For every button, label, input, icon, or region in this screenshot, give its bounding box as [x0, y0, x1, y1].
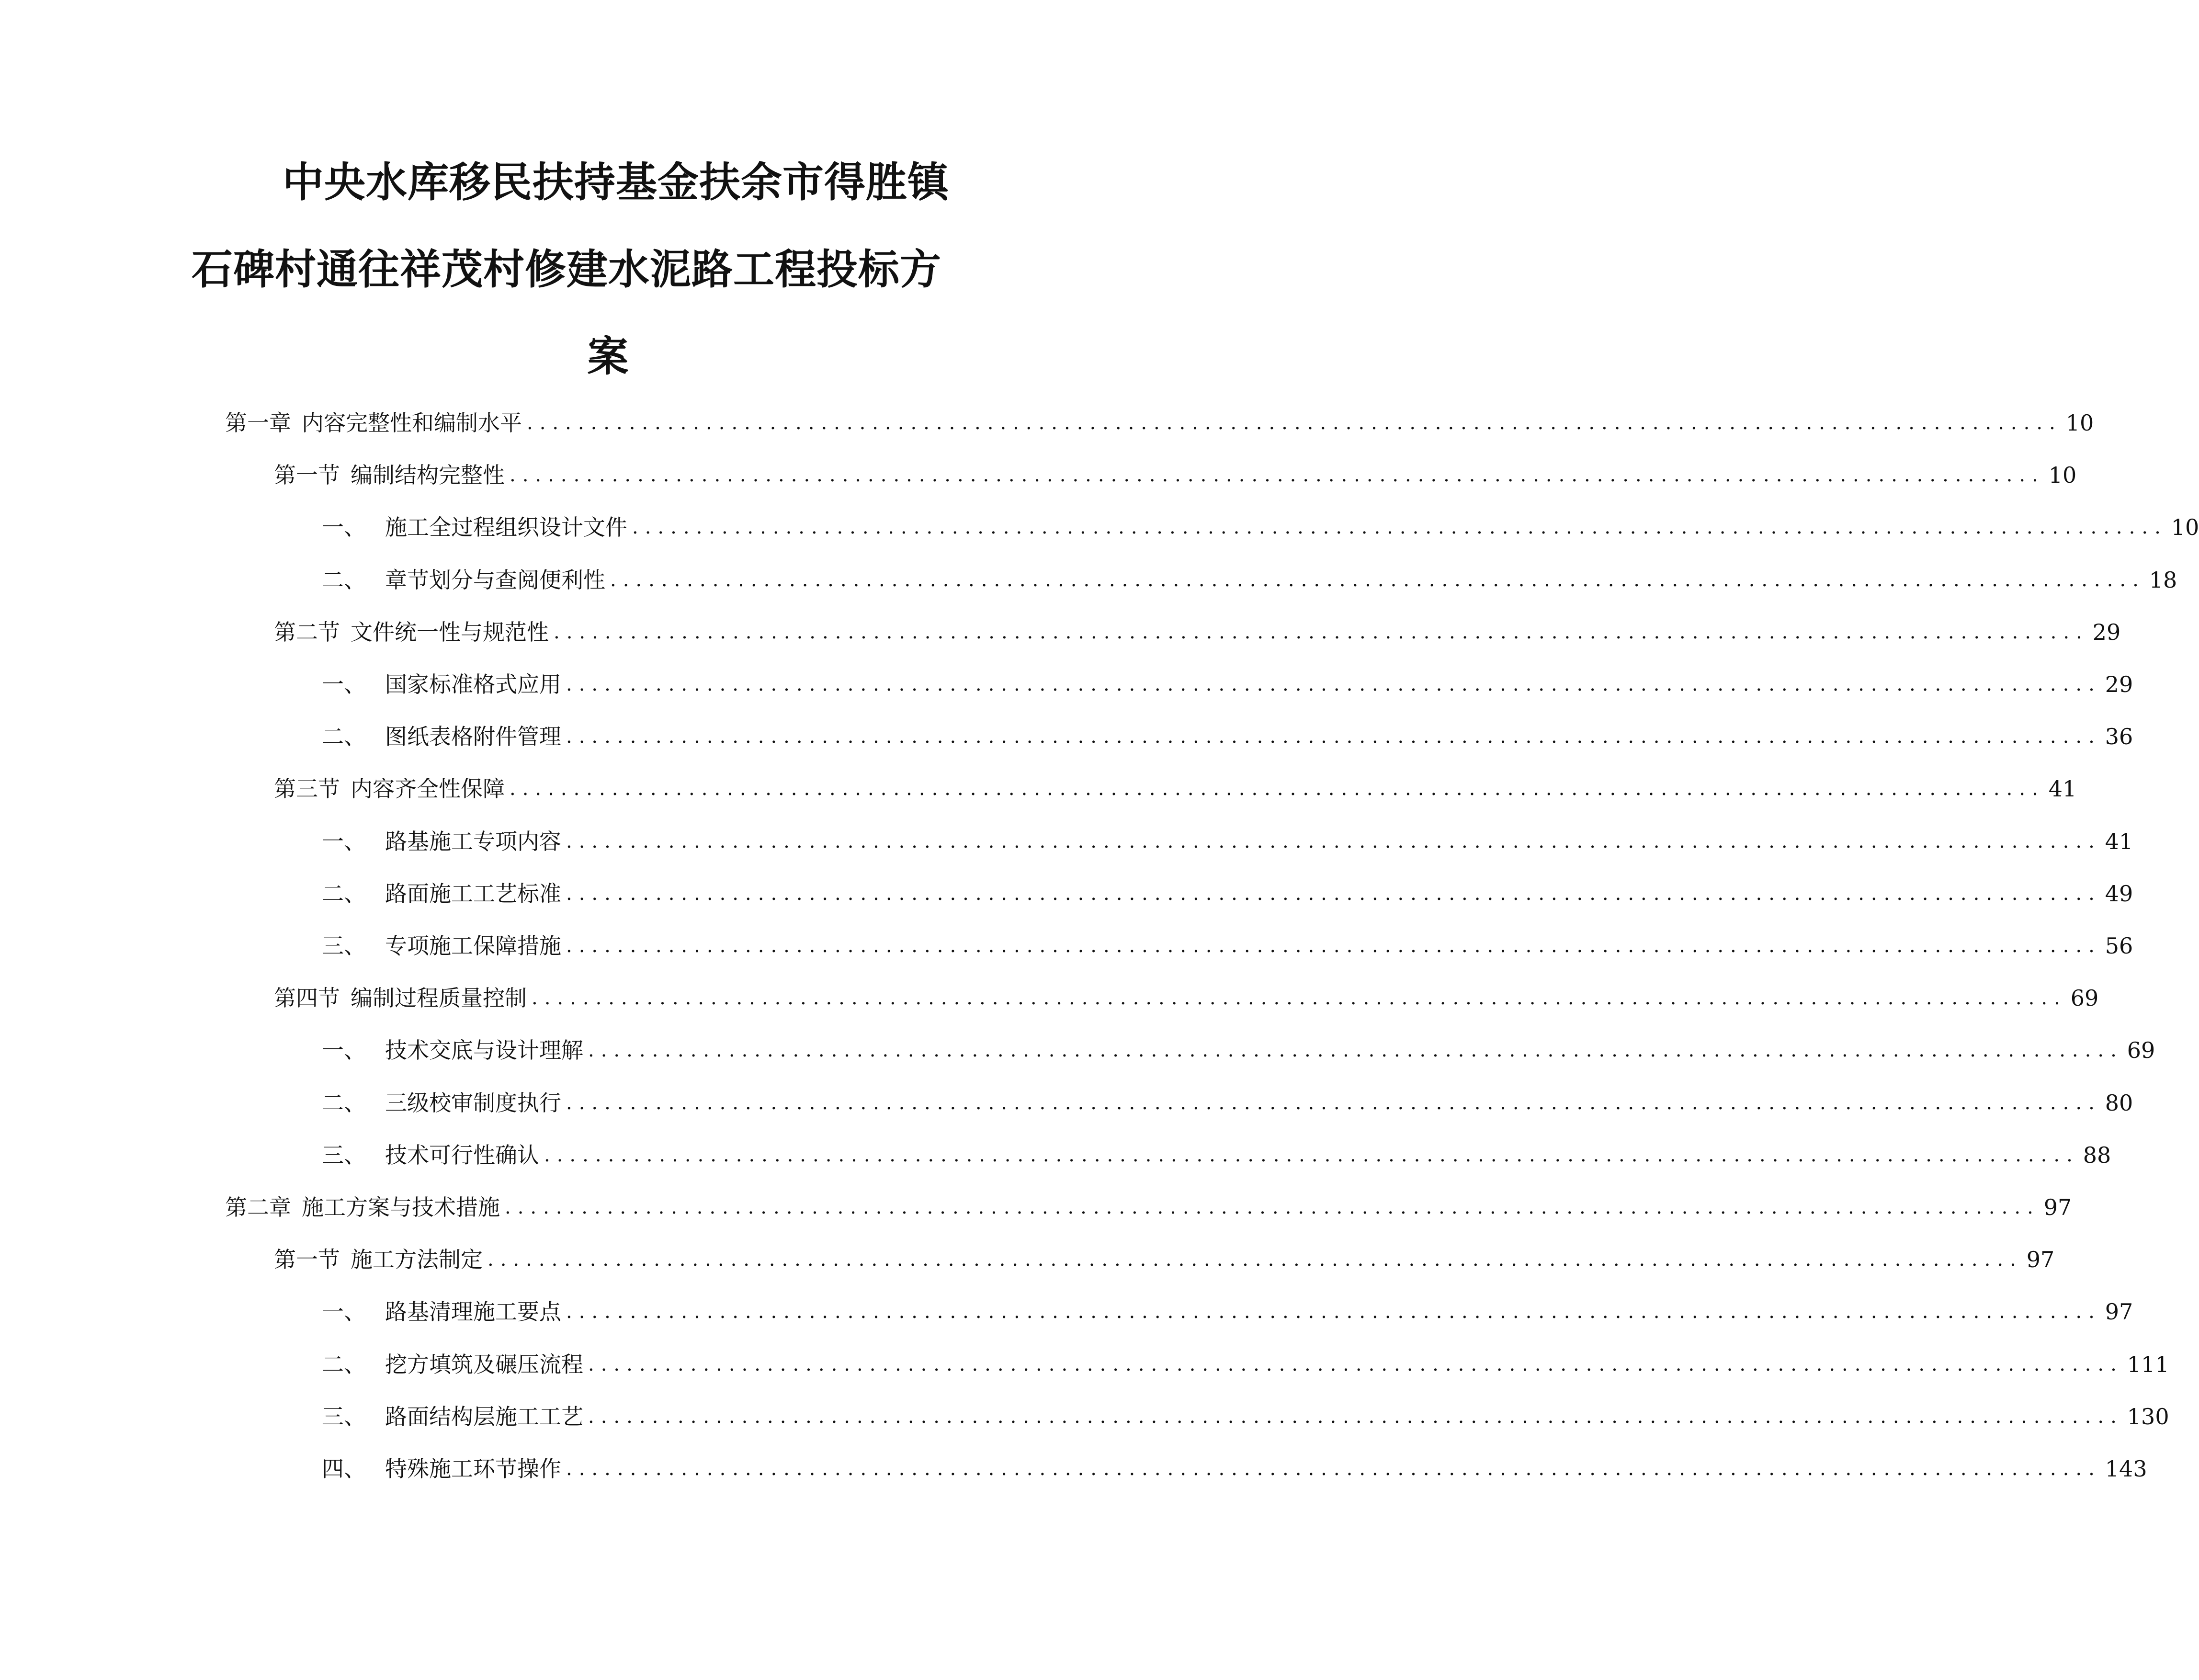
toc-entry-number: 第一节: [274, 462, 340, 488]
toc-entry[interactable]: [225, 1191, 2072, 1224]
toc-page-number: 10: [2048, 462, 2077, 488]
toc-entry-number: 一、: [322, 1299, 366, 1325]
toc-entry-number: 二、: [322, 724, 366, 749]
toc-leader-dots: ........................................................................................................................: [566, 1301, 2101, 1323]
toc-entry-label: 施工全过程组织设计文件: [385, 514, 627, 540]
toc-entry[interactable]: [322, 1452, 2147, 1486]
toc-entry[interactable]: [322, 720, 2133, 753]
toc-entry-label: 路面施工工艺标准: [385, 881, 561, 907]
toc-entry-number: 三、: [322, 1142, 366, 1168]
toc-entry-label: 特殊施工环节操作: [385, 1456, 561, 1482]
toc-entry[interactable]: [274, 772, 2077, 806]
toc-entry[interactable]: [322, 1033, 2155, 1067]
toc-page-number: 97: [2043, 1194, 2072, 1220]
toc-page-number: 130: [2127, 1404, 2169, 1430]
toc-entry-number: 二、: [322, 881, 366, 907]
toc-entry-number: 一、: [322, 671, 366, 697]
toc-entry[interactable]: [322, 668, 2133, 701]
toc-entry[interactable]: [322, 825, 2133, 858]
toc-entry[interactable]: [322, 1295, 2133, 1328]
toc-leader-dots: ........................................................................................................................: [544, 1144, 2079, 1166]
toc-entry-label: 路面结构层施工工艺: [385, 1404, 583, 1430]
toc-entry-label: 编制过程质量控制: [351, 985, 527, 1011]
toc-entry-label: 内容齐全性保障: [351, 776, 505, 802]
toc-entry-label: 国家标准格式应用: [385, 671, 561, 697]
toc-page-number: 56: [2105, 933, 2133, 959]
toc-entry[interactable]: [274, 458, 2077, 492]
toc-page-number: 18: [2149, 567, 2177, 593]
toc-leader-dots: ........................................................................................................................: [632, 516, 2167, 538]
toc-leader-dots: ........................................................................................................................: [510, 464, 2045, 486]
toc-page-number: 88: [2083, 1142, 2111, 1168]
toc-entry[interactable]: [322, 929, 2133, 963]
toc-entry-label: 文件统一性与规范性: [351, 619, 549, 645]
toc-page-number: 111: [2127, 1351, 2169, 1377]
toc-entry-number: 第二章: [225, 1194, 291, 1220]
toc-entry-number: 第二节: [274, 619, 340, 645]
toc-entry-number: 第四节: [274, 985, 340, 1011]
toc-entry-number: 第三节: [274, 776, 340, 802]
toc-page-number: 143: [2105, 1456, 2147, 1482]
toc-entry-label: 专项施工保障措施: [385, 933, 561, 959]
toc-page-number: 29: [2092, 619, 2121, 645]
toc-leader-dots: ........................................................................................................................: [566, 830, 2101, 852]
toc-entry-number: 一、: [322, 1037, 366, 1063]
toc-entry-number: 二、: [322, 567, 366, 593]
toc-page-number: 97: [2105, 1299, 2133, 1325]
toc-entry[interactable]: [322, 1086, 2133, 1120]
toc-leader-dots: ........................................................................................................................: [566, 673, 2101, 695]
toc-entry-number: 第一章: [225, 410, 291, 436]
toc-entry-label: 三级校审制度执行: [385, 1090, 561, 1116]
document-title: [192, 139, 996, 400]
toc-leader-dots: ........................................................................................................................: [588, 1039, 2123, 1061]
toc-entry[interactable]: [322, 877, 2133, 910]
toc-entry[interactable]: [322, 511, 2199, 544]
toc-entry-label: 技术可行性确认: [385, 1142, 539, 1168]
toc-entry-number: 第一节: [274, 1247, 340, 1272]
toc-entry-label: 技术交底与设计理解: [385, 1037, 583, 1063]
toc-page-number: 97: [2026, 1247, 2055, 1272]
toc-leader-dots: ........................................................................................................................: [554, 621, 2089, 643]
toc-entry-number: 一、: [322, 514, 366, 540]
toc-entry-label: 内容完整性和编制水平: [302, 410, 522, 436]
toc-entry[interactable]: [322, 1400, 2169, 1433]
toc-leader-dots: ........................................................................................................................: [588, 1406, 2123, 1428]
toc-entry-number: 一、: [322, 829, 366, 854]
toc-entry[interactable]: [322, 563, 2177, 597]
toc-page-number: 80: [2105, 1090, 2133, 1116]
toc-page-number: 69: [2070, 985, 2099, 1011]
toc-entry-number: 二、: [322, 1090, 366, 1116]
toc-entry[interactable]: [274, 981, 2099, 1015]
toc-page-number: 41: [2048, 776, 2077, 802]
toc-leader-dots: ........................................................................................................................: [566, 1458, 2101, 1480]
toc-entry[interactable]: [225, 406, 2094, 440]
toc-page-number: 29: [2105, 671, 2133, 697]
title-line-3: 案: [587, 333, 629, 381]
toc-entry-label: 章节划分与查阅便利性: [385, 567, 605, 593]
toc-leader-dots: ........................................................................................................................: [566, 883, 2101, 905]
toc-leader-dots: ........................................................................................................................: [610, 569, 2145, 591]
toc-entry[interactable]: [274, 615, 2121, 649]
title-line-2: 石碑村通往祥茂村修建水泥路工程投标方: [192, 246, 941, 294]
toc-page-number: 49: [2105, 881, 2133, 907]
toc-leader-dots: ........................................................................................................................: [532, 987, 2067, 1009]
toc-entry-label: 路基清理施工要点: [385, 1299, 561, 1325]
toc-entry-label: 图纸表格附件管理: [385, 724, 561, 749]
toc-entry-label: 施工方法制定: [351, 1247, 483, 1272]
title-line-1: 中央水库移民扶持基金扶余市得胜镇: [283, 159, 949, 206]
toc-page-number: 69: [2127, 1037, 2155, 1063]
toc-leader-dots: ........................................................................................................................: [588, 1353, 2123, 1375]
toc-leader-dots: ........................................................................................................................: [566, 935, 2101, 957]
toc-entry-number: 三、: [322, 933, 366, 959]
toc-page-number: 41: [2105, 829, 2133, 854]
toc-entry[interactable]: [274, 1243, 2055, 1276]
toc-leader-dots: ........................................................................................................................: [566, 726, 2101, 748]
toc-leader-dots: ........................................................................................................................: [566, 1092, 2101, 1114]
toc-entry-number: 二、: [322, 1351, 366, 1377]
toc-entry[interactable]: [322, 1348, 2169, 1381]
toc-leader-dots: ........................................................................................................................: [505, 1196, 2040, 1218]
toc-entry-label: 路基施工专项内容: [385, 829, 561, 854]
toc-entry-label: 编制结构完整性: [351, 462, 505, 488]
toc-entry-label: 挖方填筑及碾压流程: [385, 1351, 583, 1377]
toc-page-number: 36: [2105, 724, 2133, 749]
toc-leader-dots: ........................................................................................................................: [487, 1249, 2023, 1271]
toc-page-number: 10: [2171, 514, 2199, 540]
toc-leader-dots: ........................................................................................................................: [527, 412, 2062, 434]
toc-leader-dots: ........................................................................................................................: [510, 778, 2045, 800]
toc-page-number: 10: [2065, 410, 2094, 436]
toc-entry-label: 施工方案与技术措施: [302, 1194, 500, 1220]
toc-entry-number: 四、: [322, 1456, 366, 1482]
toc-entry[interactable]: [322, 1138, 2111, 1172]
toc-entry-number: 三、: [322, 1404, 366, 1430]
